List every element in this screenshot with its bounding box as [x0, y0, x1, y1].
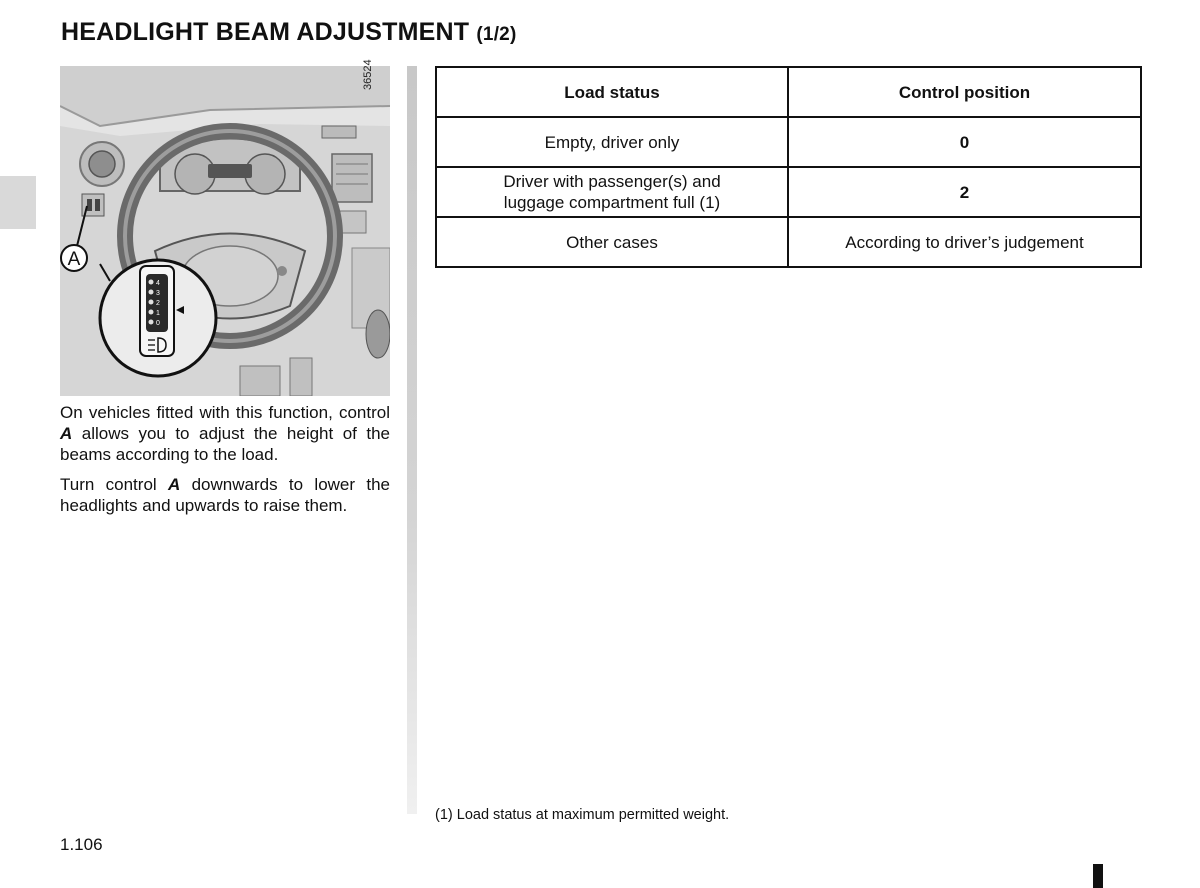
para1-control-ref: A: [60, 424, 73, 443]
position-cell: According to driver’s judgement: [788, 217, 1141, 267]
dashboard-illustration: [60, 66, 390, 396]
dial-mark-3: 3: [156, 290, 160, 297]
intro-paragraph: [60, 402, 390, 465]
load-status-table: [435, 66, 1142, 268]
title-text: HEADLIGHT BEAM ADJUSTMENT: [61, 18, 470, 46]
figure-reference-number: 36524: [362, 59, 374, 90]
load-cell-line2: luggage compartment full (1): [503, 193, 721, 212]
table-header-row: [436, 67, 1141, 117]
load-cell: [436, 167, 788, 217]
dial-mark-4: 4: [156, 280, 160, 287]
header-load-status: Load status: [436, 67, 788, 117]
position-cell: 0: [788, 117, 1141, 167]
section-tab: [0, 176, 36, 229]
table-row: [436, 167, 1141, 217]
dial-mark-1: 1: [156, 310, 160, 317]
page-title: [61, 18, 516, 47]
para2-text-end: downwards to lower the headlights and upwards to raise them.: [60, 475, 390, 515]
table-row: [436, 217, 1141, 267]
callout-label-a: A: [67, 249, 81, 270]
load-cell: Other cases: [436, 217, 788, 267]
dial-mark-0: 0: [156, 320, 160, 327]
para2-text-start: Turn control: [60, 475, 168, 494]
table-row: [436, 117, 1141, 167]
column-divider: [407, 66, 417, 814]
instruction-paragraph: [60, 474, 390, 516]
title-page-indicator: (1/2): [476, 24, 517, 45]
para2-control-ref: A: [168, 475, 181, 494]
dial-mark-2: 2: [156, 300, 160, 307]
footnote: (1) Load status at maximum permitted weight.: [435, 807, 730, 823]
position-cell: 2: [788, 167, 1141, 217]
dashboard-drawing: [60, 66, 390, 396]
para1-text-end: allows you to adjust the height of the beams according to the load.: [60, 424, 390, 464]
load-cell: Empty, driver only: [436, 117, 788, 167]
load-cell-line1: Driver with passenger(s) and: [503, 172, 721, 191]
para1-text-start: On vehicles fitted with this function, control: [60, 403, 390, 422]
page-edge-marker: [1093, 864, 1103, 888]
header-control-position: Control position: [788, 67, 1141, 117]
page-number: 1.106: [60, 835, 103, 854]
